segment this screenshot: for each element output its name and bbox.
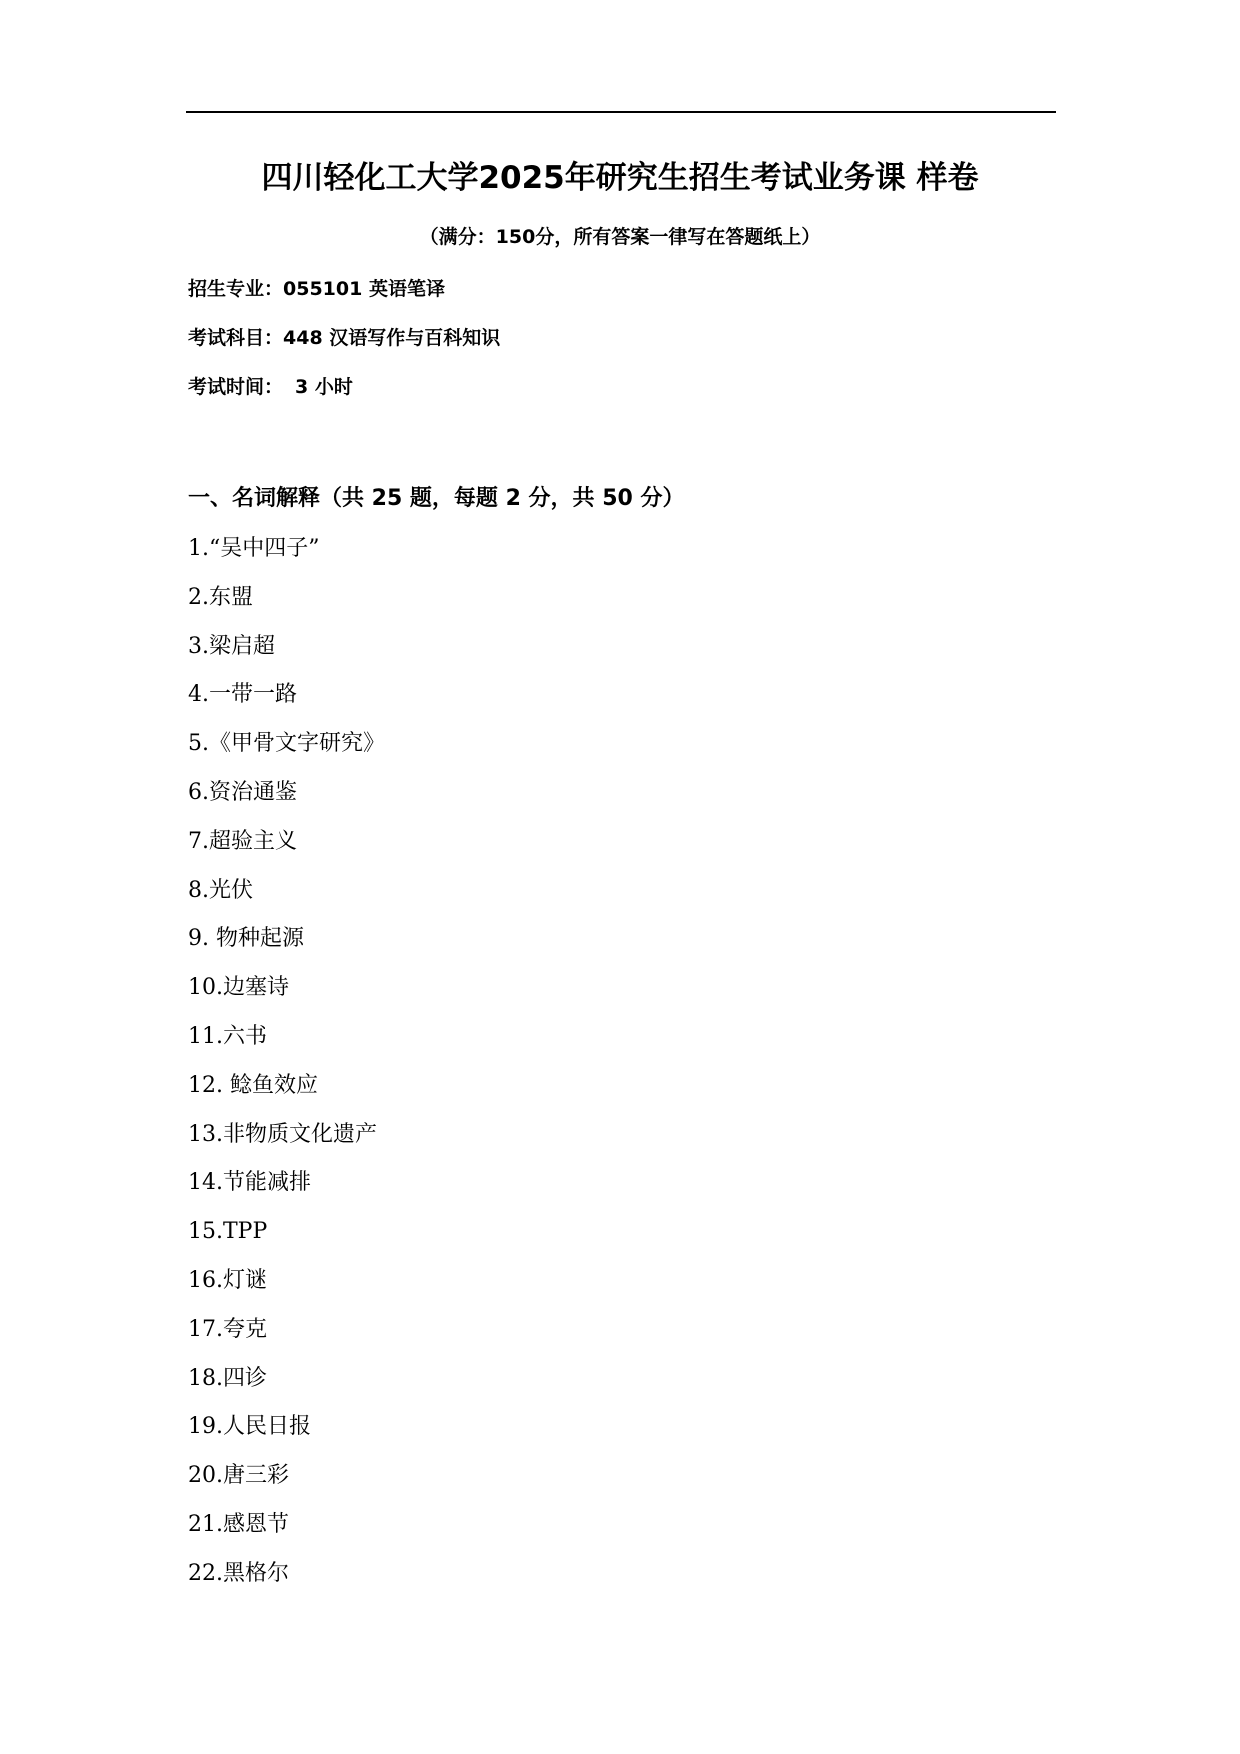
exam-title: 四川轻化工大学2025年研究生招生考试业务课 样卷 — [261, 160, 979, 196]
info-major-label: 招生专业： — [188, 278, 284, 300]
header-rule — [186, 111, 1056, 113]
question-item: 7.超验主义 — [188, 828, 297, 854]
question-item: 3.梁启超 — [188, 633, 275, 659]
question-item: 19.人民日报 — [188, 1414, 311, 1440]
info-time-value: 3 小时 — [295, 376, 353, 398]
question-item: 2.东盟 — [188, 584, 253, 610]
question-item: 6.资治通鉴 — [188, 779, 297, 805]
question-item: 9. 物种起源 — [188, 926, 304, 952]
info-time-label: 考试时间： — [188, 376, 284, 398]
info-subject-value: 448 汉语写作与百科知识 — [283, 327, 501, 349]
question-item: 20.唐三彩 — [188, 1463, 289, 1489]
question-item: 18.四诊 — [188, 1365, 267, 1391]
question-item: 13.非物质文化遗产 — [188, 1121, 377, 1147]
question-item: 16.灯谜 — [188, 1267, 267, 1293]
question-item: 22.黑格尔 — [188, 1560, 289, 1586]
question-item: 11.六书 — [188, 1023, 267, 1049]
question-item: 17.夸克 — [188, 1316, 267, 1342]
question-item: 21.感恩节 — [188, 1511, 289, 1537]
question-list — [188, 534, 385, 1608]
question-item: 5.《甲骨文字研究》 — [188, 731, 385, 757]
question-item: 14.节能减排 — [188, 1170, 311, 1196]
question-item: 10.边塞诗 — [188, 975, 289, 1001]
question-item: 1.“吴中四子” — [188, 536, 320, 561]
info-time — [188, 374, 353, 400]
question-item: 4.一带一路 — [188, 682, 297, 708]
info-major — [188, 276, 445, 302]
question-item: 12. 鲶鱼效应 — [188, 1072, 318, 1098]
exam-subtitle: （满分：150分，所有答案一律写在答题纸上） — [419, 226, 821, 248]
question-item: 8.光伏 — [188, 877, 253, 903]
info-subject — [188, 325, 500, 351]
section-heading: 一、名词解释（共 25 题，每题 2 分，共 50 分） — [188, 486, 685, 511]
info-major-value: 055101 英语笔译 — [283, 278, 445, 300]
info-subject-label: 考试科目： — [188, 327, 284, 349]
question-item: 15.TPP — [188, 1219, 268, 1245]
